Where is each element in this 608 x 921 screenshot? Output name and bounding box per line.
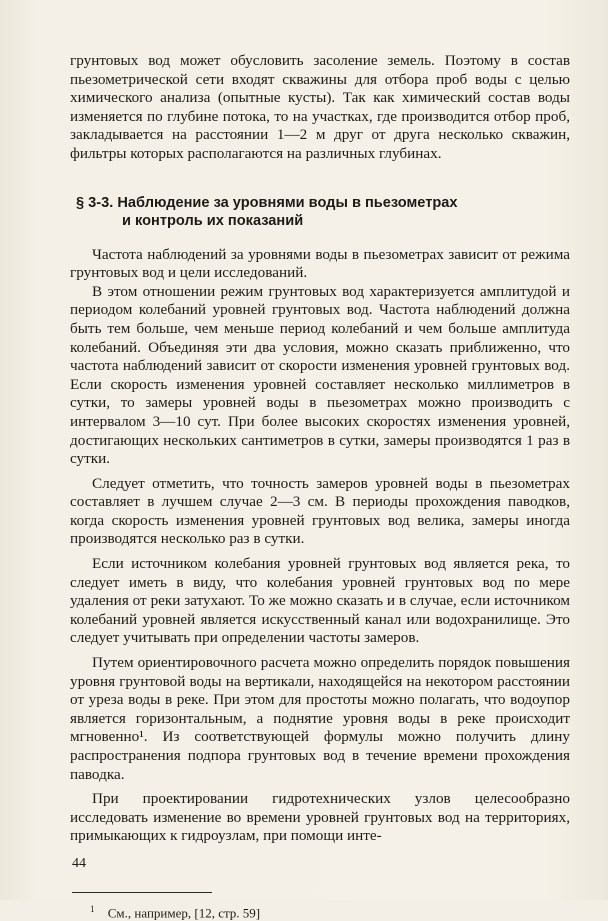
page-number: 44	[72, 856, 86, 871]
paragraph-intro: грунтовых вод может обусловить засоление земель. Поэтому в состав пьезометрической сети входят скважины для отбора проб воды с целью химического анализа (опытные кусты). Так как химический состав воды изменяется по глубине потока, то на участках, где производится отбор проб, закладывается на расстоянии 1—2 м друг от друга несколько скважин, фильтры которых располагаются на различных глубинах.	[70, 52, 570, 162]
footnote-text: См., например, [12, стр. 59]	[107, 905, 261, 921]
section-heading	[76, 194, 570, 230]
paragraph-5: Путем ориентировочного расчета можно определить порядок повышения уровня грунтовой воды на вертикали, находящейся на некотором расстоянии от уреза воды в реке. При этом для простоты можно полагать, что водоупор является горизонтальным, а поднятие уровня воды в реке происходит мгновенно¹. Из соответствующей формулы можно получить длину распространения подпора грунтовых вод в течение времени прохождения паводка.	[70, 654, 570, 783]
footnote-marker: 1	[90, 903, 95, 914]
section-number: § 3-3.	[76, 194, 114, 211]
section-title-line1: Наблюдение за уровнями воды в пьезометрах	[117, 194, 458, 211]
section-title-line2: и контроль их показаний	[122, 212, 304, 229]
paragraph-2: В этом отношении режим грунтовых вод характеризуется амплитудой и периодом колебаний уровней грунтовых вод. Частота наблюдений должна быть тем больше, чем меньше период колебаний и чем больше амплитуда колебаний. Объединяя эти два условия, можно сказать приближенно, что частота наблюдений зависит от скорости изменения уровней грунтовых вод. Если скорость изменения уровней составляет несколько миллиметров в сутки, то замеры уровней воды в пьезометрах можно производить с интервалом 3—10 сут. При более высоких скоростях изменения уровней, достигающих нескольких сантиметров в сутки, замеры производятся 1 раз в сутки.	[70, 282, 570, 468]
paragraph-3: Следует отметить, что точность замеров уровней воды в пьезометрах составляет в лучшем случае 2—3 см. В периоды прохождения паводков, когда скорость изменения уровней грунтовых вод велика, замеры иногда производятся несколько раз в сутки.	[70, 474, 570, 548]
page-text-block	[70, 52, 570, 921]
paragraph-4: Если источником колебания уровней грунтовых вод является река, то следует иметь в виду, что колебания уровней грунтовых вод по мере удаления от реки затухают. То же можно сказать и в случае, если источником колебаний уровней является искусственный канал или водохранилище. Это следует учитывать при определении частоты замеров.	[70, 555, 570, 647]
paragraph-1: Частота наблюдений за уровнями воды в пьезометрах зависит от режима грунтовых вод и цели исследований.	[70, 245, 570, 282]
paragraph-6: При проектировании гидротехнических узлов целесообразно исследовать изменение во времени уровней грунтовых вод на территориях, примыкающих к гидроузлам, при помощи инте-	[70, 790, 570, 845]
footnote-divider	[72, 892, 212, 893]
footnote	[70, 901, 570, 921]
